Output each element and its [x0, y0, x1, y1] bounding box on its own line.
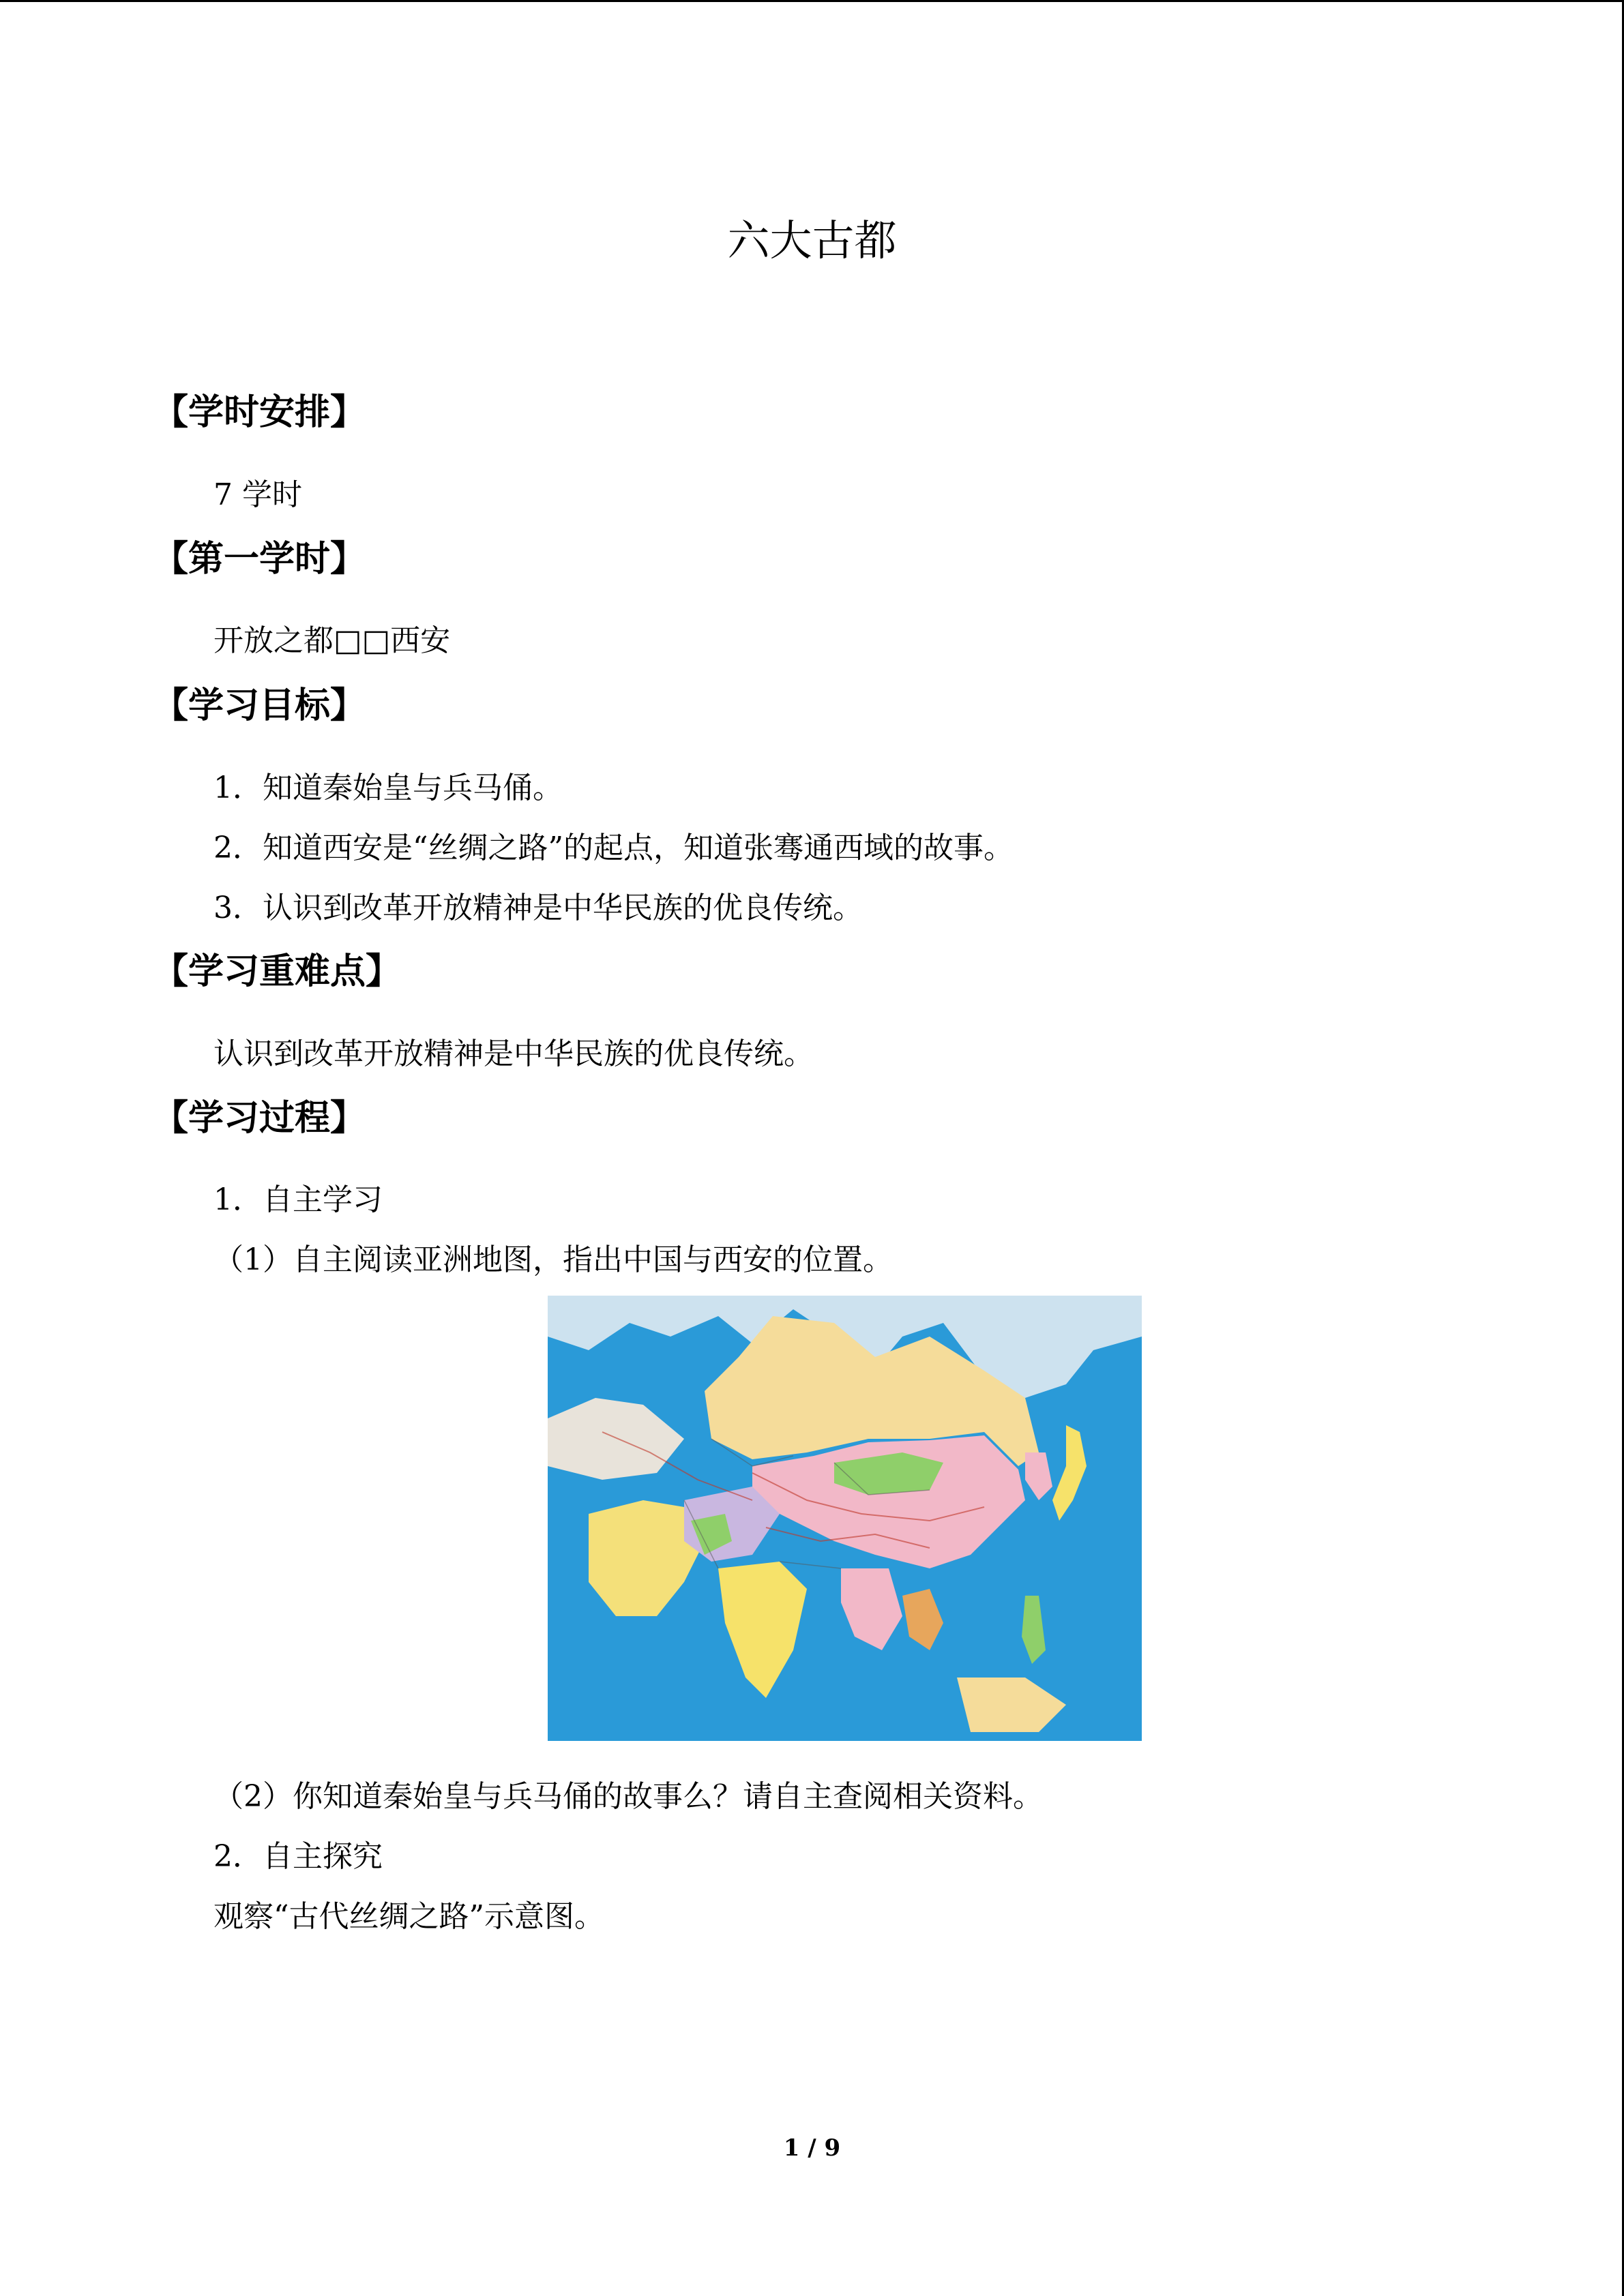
schedule-text: 7 学时 [213, 477, 302, 512]
process-step2: 2．自主探究 [213, 1839, 383, 1874]
page-title: 六大古都 [727, 215, 897, 265]
key-points-text: 认识到改革开放精神是中华民族的优良传统。 [213, 1037, 814, 1071]
goal-item-2: 2．知道西安是“丝绸之路”的起点，知道张骞通西域的故事。 [213, 831, 1014, 865]
asia-map-image [548, 1296, 1142, 1741]
heading-key-points: 【学习重难点】 [153, 951, 402, 992]
lesson1-text: 开放之都□□西安 [213, 623, 451, 658]
heading-process: 【学习过程】 [153, 1098, 366, 1139]
process-step2-text: 观察“古代丝绸之路”示意图。 [213, 1899, 604, 1934]
process-step1-b: （2）你知道秦始皇与兵马俑的故事么？请自主查阅相关资料。 [213, 1779, 1043, 1814]
goal-item-1: 1．知道秦始皇与兵马俑。 [213, 771, 563, 805]
heading-schedule: 【学时安排】 [153, 392, 366, 433]
heading-goals: 【学习目标】 [153, 685, 366, 726]
heading-lesson1: 【第一学时】 [153, 539, 366, 580]
top-border [0, 0, 1624, 2]
process-step1: 1．自主学习 [213, 1182, 383, 1217]
page-number: 1 / 9 [783, 2134, 841, 2162]
goal-item-3: 3．认识到改革开放精神是中华民族的优良传统。 [213, 891, 863, 925]
process-step1-a: （1）自主阅读亚洲地图，指出中国与西安的位置。 [213, 1242, 893, 1277]
